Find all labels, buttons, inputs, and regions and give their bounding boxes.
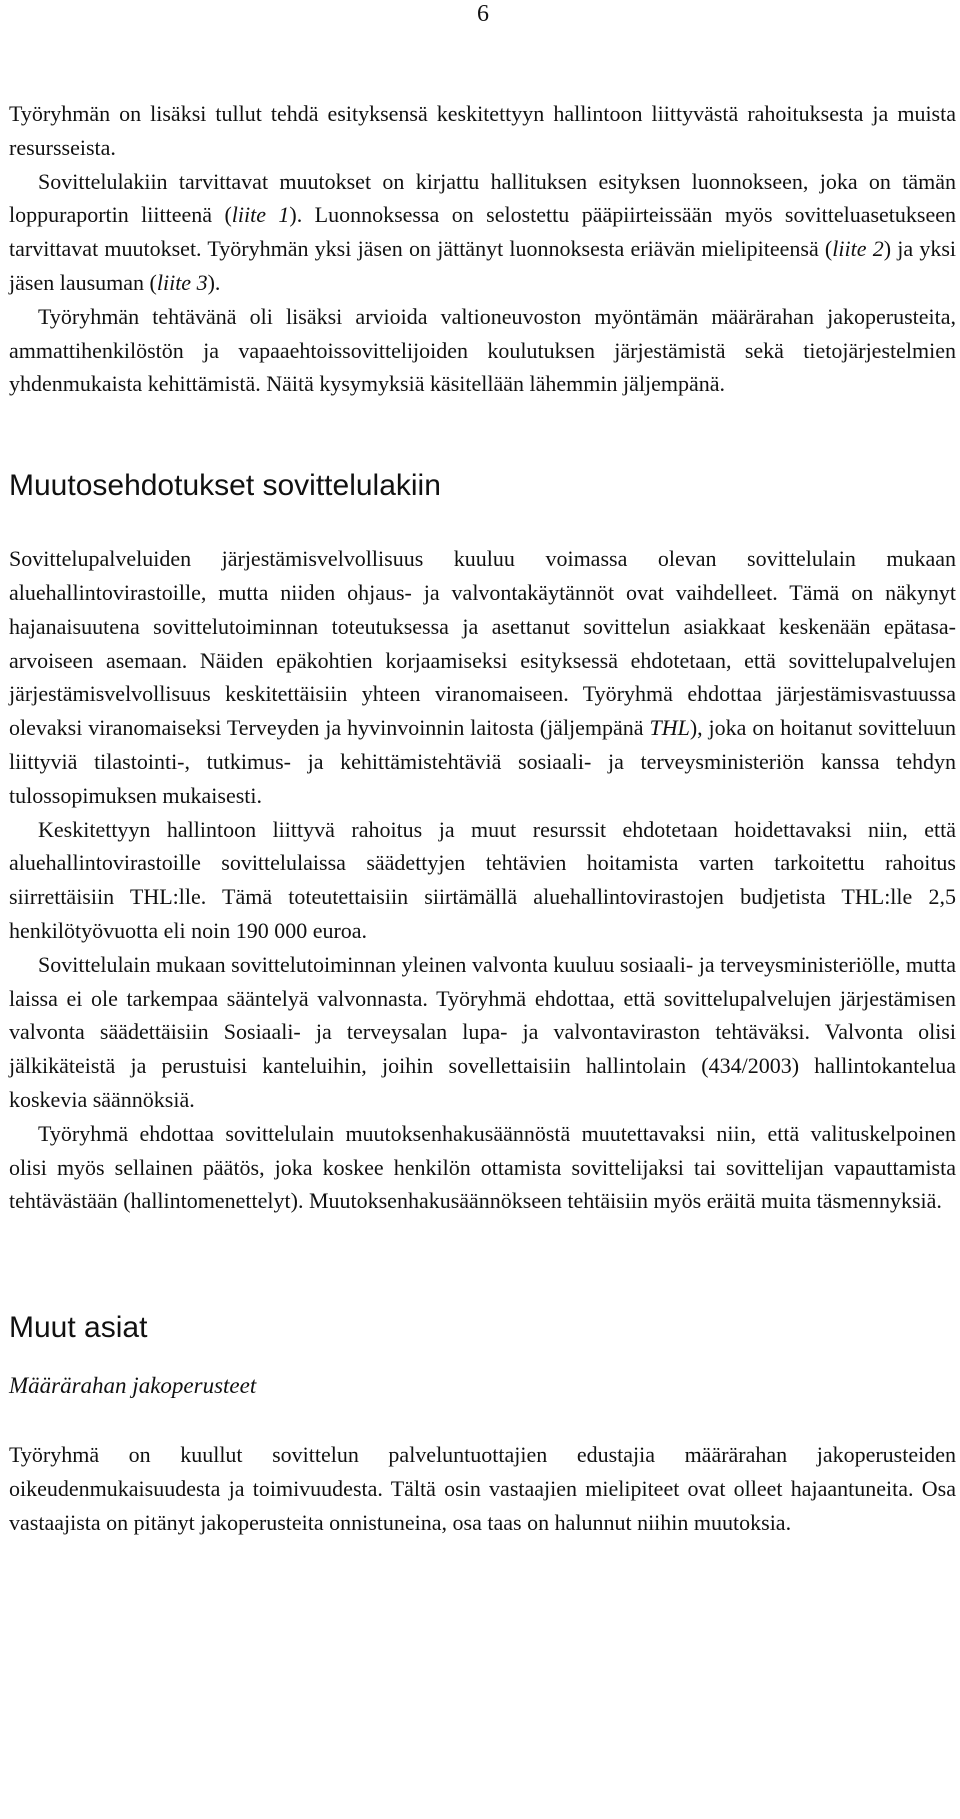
section-heading-muut-asiat: Muut asiat: [9, 1311, 148, 1345]
section1-paragraph-1: [9, 542, 956, 812]
intro-p2-text-c: ) ja yksi jäsen lausuman (: [9, 236, 957, 295]
section1-p1-text-a: Sovittelupalveluiden järjestämisvelvollisuus kuuluu voimassa olevan sovittelulain mukaan aluehallintovirastoille, mutta niiden ohjaus- ja valvontakäytännöt ovat vaihdelleet. Tämä on näkynyt hajanaisuutena sovittelutoiminnan toteutuksessa ja asettanut sovittelun asiakkaat keskenään epätasa-arvoiseen asemaan. Näiden epäkohtien korjaamiseksi esityksessä ehdotetaan, että sovittelupalvelujen järjestämisvelvollisuus keskitettäisiin yhteen viranomaiseen. Työryhmä ehdottaa järjestämisvastuussa olevaksi viranomaiseksi Terveyden ja hyvinvoinnin laitosta (jäljempänä: [9, 546, 956, 741]
page-number: 6: [477, 1, 489, 27]
section1-paragraph-2: Keskitettyyn hallintoon liittyvä rahoitus ja muut resurssit ehdotetaan hoidettavaksi niin, että aluehallintovirastoille sovittelulaissa säädettyjen tehtävien hoitamista varten tarkoitettu rahoitus siirrettäisiin THL:lle. Tämä toteutettaisiin siirtämällä aluehallintovirastojen budjetista THL:lle 2,5 henkilötyövuotta eli noin 190 000 euroa.: [9, 816, 956, 943]
intro-p2-text-d: ).: [207, 269, 221, 295]
intro-paragraph-1: Työryhmän on lisäksi tullut tehdä esityksensä keskitettyyn hallintoon liittyvästä rahoituksesta ja muista resursseista.: [9, 101, 956, 160]
section-heading-muutosehdotukset: Muutosehdotukset sovittelulakiin: [9, 469, 441, 503]
liite-1-reference: liite 1: [231, 202, 290, 228]
thl-abbreviation: THL: [649, 715, 690, 741]
section1-paragraph-4: Työryhmä ehdottaa sovittelulain muutoksenhakusäännöstä muutettavaksi niin, että valituskelpoinen olisi myös sellainen päätös, joka koskee henkilön ottamista sovittelijaksi tai sovittelijan vapauttamista tehtävästään (hallintomenettelyt). Muutoksenhakusäännökseen tehtäisiin myös eräitä muita täsmennyksiä.: [9, 1120, 956, 1214]
section1-paragraph-3: Sovittelulain mukaan sovittelutoiminnan yleinen valvonta kuuluu sosiaali- ja terveysministeriölle, mutta laissa ei ole tarkempaa sääntelyä valvonnasta. Työryhmä ehdottaa, että sovittelupalvelujen järjestämisen valvonta säädettäisiin Sosiaali- ja terveysalan lupa- ja valvontaviraston tehtäväksi. Valvonta olisi jälkikäteistä ja perustuisi kanteluihin, joihin sovellettaisiin hallintolain (434/2003) hallintokantelua koskevia säännöksiä.: [9, 951, 956, 1112]
document-body: [9, 97, 956, 1540]
liite-3-reference: liite 3: [156, 269, 208, 295]
intro-p2-text-b: ). Luonnoksessa on selostettu pääpiirteissään myös sovitteluasetukseen tarvittavat muutokset. Työryhmän yksi jäsen on jättänyt luonnoksesta eriävän mielipiteensä (: [9, 202, 956, 262]
liite-2-reference: liite 2: [832, 236, 884, 262]
subsection-heading-maararahan-jakoperusteet: Määrärahan jakoperusteet: [9, 1373, 257, 1399]
intro-paragraph-2: [9, 165, 956, 300]
intro-paragraph-3: Työryhmän tehtävänä oli lisäksi arvioida valtioneuvoston myöntämän määrärahan jakoperusteita, ammattihenkilöstön ja vapaaehtoissovittelijoiden koulutuksen järjestämistä sekä tietojärjestelmien yhdenmukaista kehittämistä. Näitä kysymyksiä käsitellään lähemmin jäljempänä.: [9, 303, 956, 397]
section1-p1-text-b: ), joka on hoitanut sovitteluun liittyviä tilastointi-, tutkimus- ja kehittämistehtäviä sosiaali- ja terveysministeriön kanssa tehdyn tulossopimuksen mukaisesti.: [9, 715, 956, 808]
intro-p2-text-a: Sovittelulakiin tarvittavat muutokset on kirjattu hallituksen esityksen luonnokseen, joka on tämän loppuraportin liitteenä (: [9, 168, 956, 228]
section2-paragraph-1: Työryhmä on kuullut sovittelun palveluntuottajien edustajia määrärahan jakoperusteiden oikeudenmukaisuudesta ja toimivuudesta. Tältä osin vastaajien mielipiteet ovat olleet hajaantuneita. Osa vastaajista on pitänyt jakoperusteita onnistuneina, osa taas on halunnut niihin muutoksia.: [9, 1442, 956, 1535]
